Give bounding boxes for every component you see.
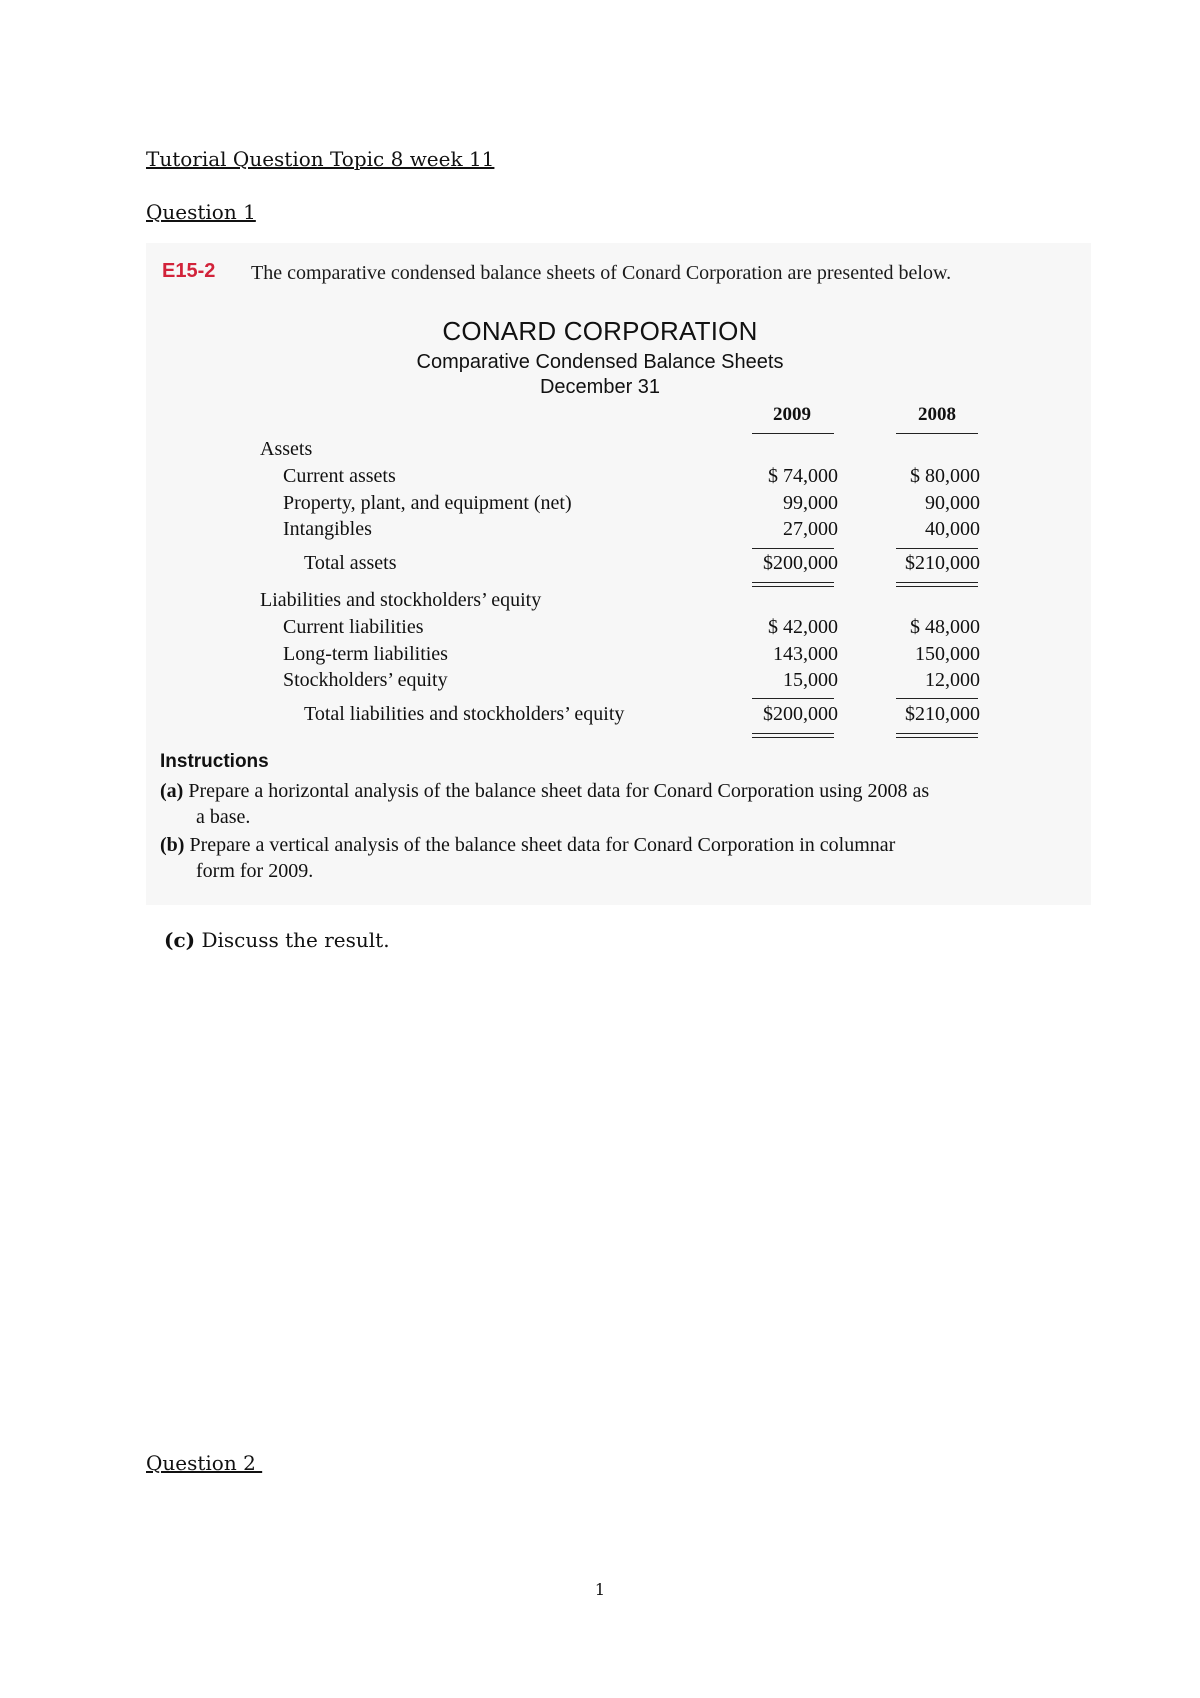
- year-header-2008: 2008: [918, 404, 956, 425]
- asset-row-label: Intangibles: [283, 518, 372, 540]
- instruction-text-cont: form for 2009.: [196, 860, 314, 882]
- subtotal-rule: [752, 548, 834, 549]
- instruction-b: [160, 832, 1080, 884]
- part-c: [164, 928, 390, 952]
- liability-row-2008: 150,000: [915, 643, 980, 665]
- liability-row-2008: $ 48,000: [910, 616, 980, 638]
- instruction-text: Prepare a horizontal analysis of the balance sheet data for Conard Corporation using 2008 as: [188, 780, 930, 802]
- part-c-text: Discuss the result.: [195, 928, 390, 952]
- liability-row-2009: $ 42,000: [768, 616, 838, 638]
- asset-row-2008: 90,000: [925, 492, 980, 514]
- year-header-2009: 2009: [773, 404, 811, 425]
- document-title: Tutorial Question Topic 8 week 11: [146, 147, 495, 171]
- asset-row-2008: $ 80,000: [910, 465, 980, 487]
- question-1-heading: Question 1: [146, 200, 256, 224]
- assets-heading: Assets: [260, 438, 313, 460]
- total-liabilities-label: Total liabilities and stockholders’ equity: [304, 703, 625, 725]
- instruction-text: Prepare a vertical analysis of the balance sheet data for Conard Corporation in columnar: [189, 834, 896, 856]
- total-liabilities-2008: $210,000: [905, 703, 980, 725]
- instruction-tag: (a): [160, 780, 184, 802]
- asset-row-2009: $ 74,000: [768, 465, 838, 487]
- liability-row-label: Current liabilities: [283, 616, 424, 638]
- total-liabilities-2009: $200,000: [763, 703, 838, 725]
- instruction-a: [160, 778, 1080, 830]
- asset-row-2008: 40,000: [925, 518, 980, 540]
- liability-row-2009: 15,000: [783, 669, 838, 691]
- statement-subtitle: Comparative Condensed Balance Sheets: [416, 351, 784, 373]
- asset-row-label: Property, plant, and equipment (net): [283, 492, 572, 514]
- subtotal-rule: [896, 548, 978, 549]
- year-underline: [752, 433, 834, 434]
- total-double-rule: [896, 582, 978, 587]
- total-double-rule: [752, 582, 834, 587]
- liability-row-2009: 143,000: [773, 643, 838, 665]
- asset-row-2009: 99,000: [783, 492, 838, 514]
- total-assets-2009: $200,000: [763, 552, 838, 574]
- total-double-rule: [752, 733, 834, 738]
- part-c-tag: (c): [164, 928, 196, 952]
- exercise-id: E15-2: [162, 260, 216, 282]
- question-2-heading: Question 2: [146, 1451, 263, 1475]
- total-assets-2008: $210,000: [905, 552, 980, 574]
- liability-row-2008: 12,000: [925, 669, 980, 691]
- asset-row-2009: 27,000: [783, 518, 838, 540]
- company-name: CONARD CORPORATION: [442, 316, 758, 346]
- asset-row-label: Current assets: [283, 465, 396, 487]
- instructions-heading: Instructions: [160, 751, 269, 772]
- subtotal-rule: [752, 698, 834, 699]
- liability-row-label: Stockholders’ equity: [283, 669, 448, 691]
- liability-row-label: Long-term liabilities: [283, 643, 448, 665]
- instruction-tag: (b): [160, 834, 185, 856]
- year-underline: [896, 433, 978, 434]
- liabilities-heading: Liabilities and stockholders’ equity: [260, 589, 542, 611]
- total-double-rule: [896, 733, 978, 738]
- total-assets-label: Total assets: [304, 552, 397, 574]
- statement-date: December 31: [539, 376, 661, 398]
- exercise-intro: The comparative condensed balance sheets of Conard Corporation are presented below.: [251, 262, 952, 284]
- page-number: 1: [594, 1580, 606, 1599]
- instruction-text-cont: a base.: [196, 806, 251, 828]
- subtotal-rule: [896, 698, 978, 699]
